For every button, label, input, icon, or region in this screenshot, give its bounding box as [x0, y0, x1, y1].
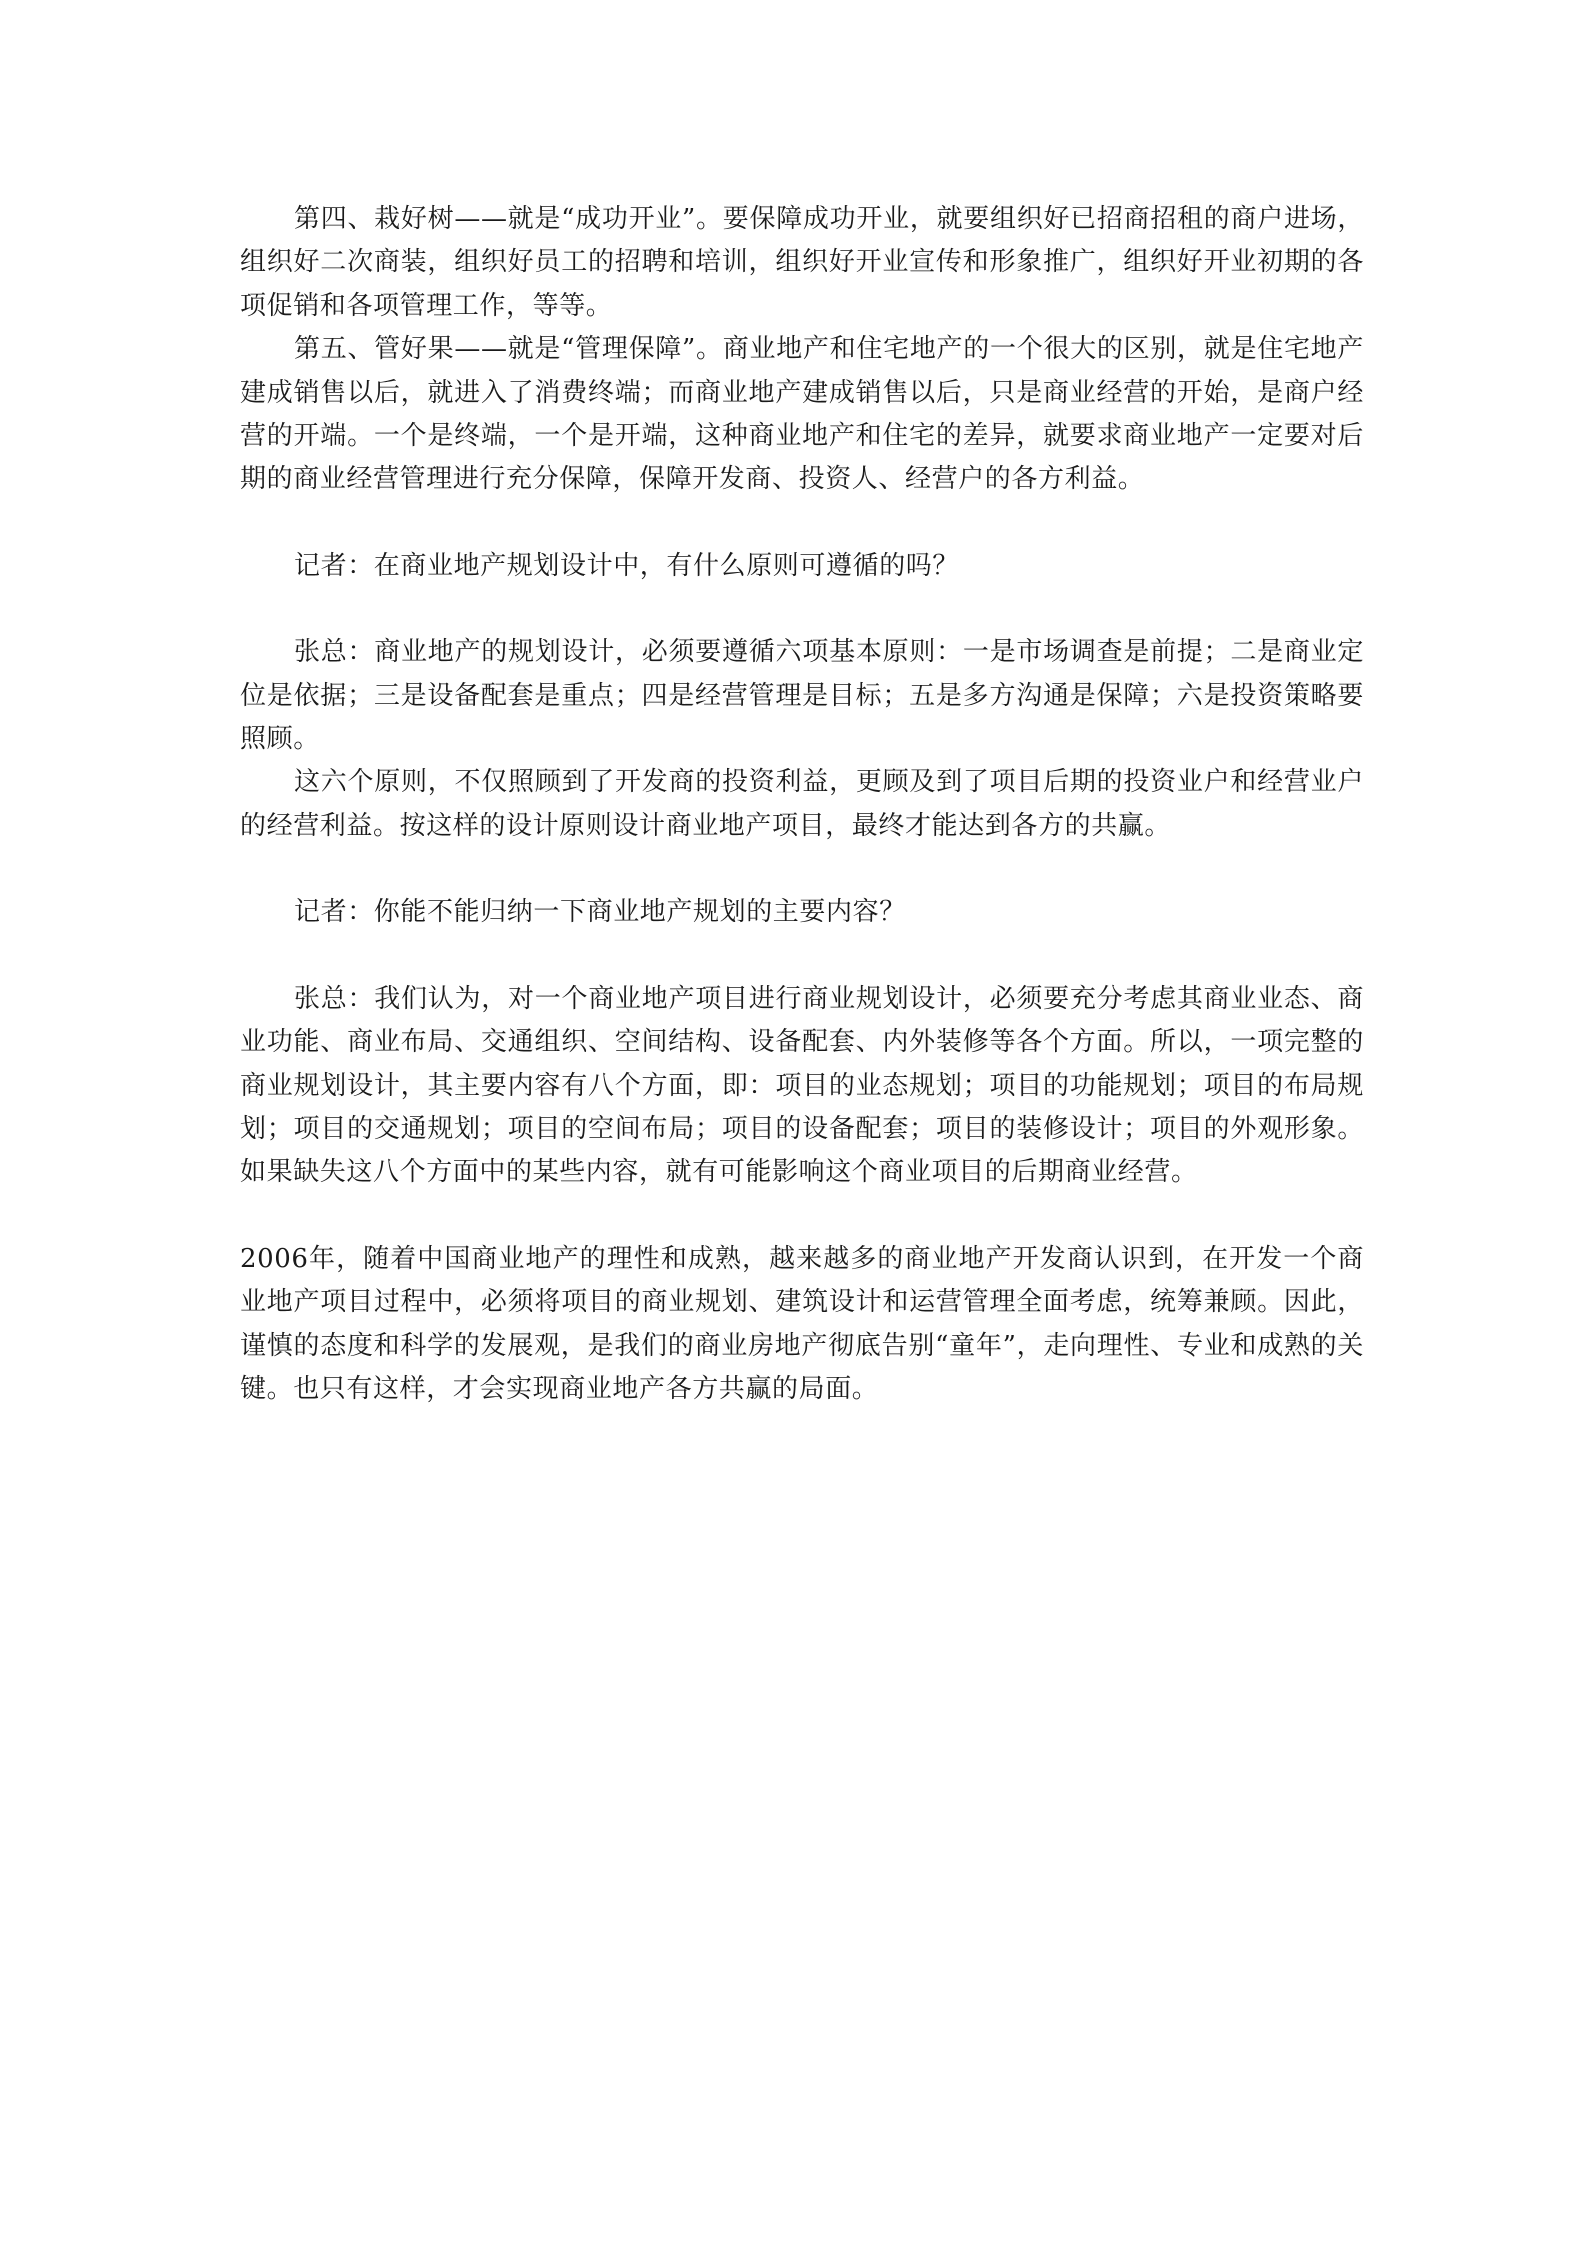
paragraph-conclusion: 2006年，随着中国商业地产的理性和成熟，越来越多的商业地产开发商认识到，在开发一个商业地产项目过程中，必须将项目的商业规划、建筑设计和运营管理全面考虑，统筹兼顾。因此，谨慎的态度和科学的发展观，是我们的商业房地产彻底告别“童年”，走向理性、专业和成熟的关键。也只有这样，才会实现商业地产各方共赢的局面。 [240, 1243, 1364, 1404]
document-body [240, 198, 1364, 1411]
paragraph-question-content: 记者：你能不能归纳一下商业地产规划的主要内容？ [294, 897, 906, 928]
paragraph-answer-principles: 张总：商业地产的规划设计，必须要遵循六项基本原则：一是市场调查是前提；二是商业定位是依据；三是设备配套是重点；四是经营管理是目标；五是多方沟通是保障；六是投资策略要照顾。 [240, 637, 1364, 755]
paragraph-management-section: 第五、管好果——就是“管理保障”。商业地产和住宅地产的一个很大的区别，就是住宅地产建成销售以后，就进入了消费终端；而商业地产建成销售以后，只是商业经营的开始，是商户经营的开端。一个是终端，一个是开端，这种商业地产和住宅的差异，就要求商业地产一定要对后期的商业经营管理进行充分保障，保障开发商、投资人、经营户的各方利益。 [240, 334, 1364, 495]
paragraph-principles-benefit: 这六个原则，不仅照顾到了开发商的投资利益，更顾及到了项目后期的投资业户和经营业户的经营利益。按这样的设计原则设计商业地产项目，最终才能达到各方的共赢。 [240, 767, 1364, 841]
paragraph-answer-content: 张总：我们认为，对一个商业地产项目进行商业规划设计，必须要充分考虑其商业业态、商业功能、商业布局、交通组织、空间结构、设备配套、内外装修等各个方面。所以，一项完整的商业规划设计，其主要内容有八个方面，即：项目的业态规划；项目的功能规划；项目的布局规划；项目的交通规划；项目的空间布局；项目的设备配套；项目的装修设计；项目的外观形象。如果缺失这八个方面中的某些内容，就有可能影响这个商业项目的后期商业经营。 [240, 983, 1364, 1188]
paragraph-opening-section: 第四、栽好树——就是“成功开业”。要保障成功开业，就要组织好已招商招租的商户进场，组织好二次商装，组织好员工的招聘和培训，组织好开业宣传和形象推广，组织好开业初期的各项促销和各项管理工作，等等。 [240, 204, 1364, 321]
paragraph-question-principles: 记者：在商业地产规划设计中，有什么原则可遵循的吗？ [294, 550, 960, 581]
